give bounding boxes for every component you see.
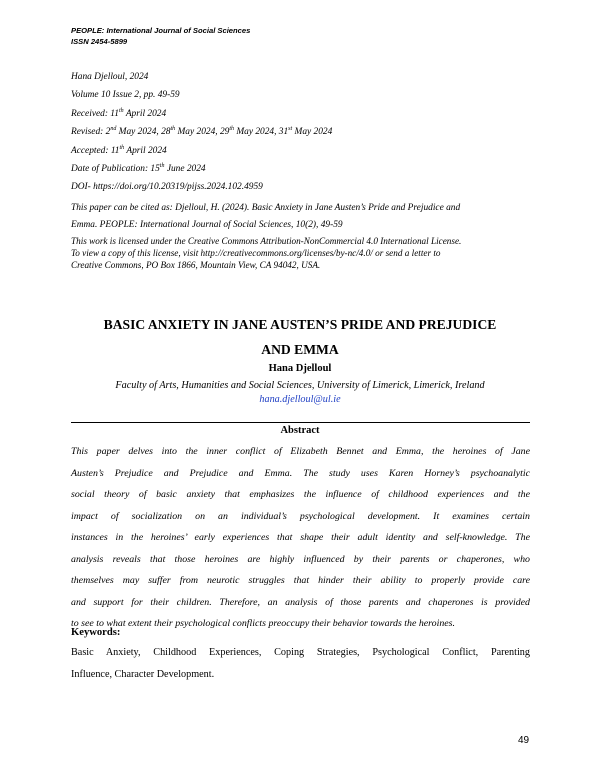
journal-header [71, 25, 250, 47]
accepted-date: Accepted: 11th April 2024 [71, 144, 167, 156]
publication-date: Date of Publication: 15th June 2024 [71, 162, 206, 174]
keywords-line: Basic Anxiety, Childhood Experiences, Coping Strategies, Psychological Conflict, Parenting [71, 647, 530, 658]
author-email-link[interactable]: hana.djelloul@ul.ie [259, 394, 341, 405]
received-date: Received: 11th April 2024 [71, 107, 167, 119]
volume-issue: Volume 10 Issue 2, pp. 49-59 [71, 90, 180, 101]
paper-title [60, 312, 540, 362]
keywords-line: Influence, Character Development. [71, 669, 215, 680]
journal-name: PEOPLE: International Journal of Social Sciences [71, 26, 251, 35]
abstract-line: instances in the heroines’ early experiences that shape their adult identity and self-knowledge. The [71, 532, 530, 543]
abstract-heading: Abstract [280, 425, 320, 436]
journal-issn: ISSN 2454-5899 [71, 37, 128, 46]
author-name: Hana Djelloul [268, 363, 332, 374]
title-line: BASIC ANXIETY IN JANE AUSTEN’S PRIDE AND PREJUDICE [103, 317, 497, 332]
revised-dates: Revised: 2nd May 2024, 28th May 2024, 29th May 2024, 31st May 2024 [71, 126, 333, 138]
abstract-line: to see to what extent their psychological conflicts preoccupy their behavior towards the heroines. [71, 618, 455, 629]
abstract-divider [71, 422, 530, 423]
abstract-line: and support for their children. Therefore, an analysis of those parents and chaperones is provided [71, 596, 530, 608]
citation-line: Emma. PEOPLE: International Journal of Social Sciences, 10(2), 49-59 [71, 219, 343, 230]
license-line: This work is licensed under the Creative Commons Attribution-NonCommercial 4.0 International License. [71, 235, 462, 246]
citation [71, 200, 533, 234]
abstract-line: themselves may suffer from neurotic struggles that hinder their ability to properly provide care [71, 575, 530, 586]
article-metadata [71, 71, 533, 271]
citation-line: This paper can be cited as: Djelloul, H. (2024). Basic Anxiety in Jane Austen’s Pride and Prejudice and [71, 202, 461, 213]
abstract-line: analysis reveals that those heroines are highly influenced by their parents or chaperones, who [71, 553, 530, 565]
author-affiliation: Faculty of Arts, Humanities and Social Sciences, University of Limerick, Limerick, Ireland [115, 380, 485, 391]
license-notice [71, 235, 533, 271]
license-line: To view a copy of this license, visit http://creativecommons.org/licenses/by-nc/4.0/ or send a letter to [71, 247, 441, 258]
abstract-line: impact of socialization on an individual’s psychological development. It examines certain [71, 510, 530, 522]
page-number: 49 [518, 735, 530, 746]
doi-link[interactable]: DOI- https://doi.org/10.20319/pijss.2024.102.4959 [71, 182, 263, 193]
keywords-heading: Keywords: [71, 627, 121, 638]
license-line: Creative Commons, PO Box 1866, Mountain View, CA 94042, USA. [71, 259, 321, 270]
keywords-list [71, 642, 530, 686]
abstract-line: social theory of basic anxiety that emphasizes the influence of childhood experiences and the [71, 489, 530, 500]
abstract-line: Austen’s Prejudice and Prejudice and Emma. The study uses Karen Horney’s psychoanalytic [71, 467, 530, 479]
title-line: AND EMMA [261, 342, 339, 357]
abstract-body [71, 441, 530, 635]
abstract-line: This paper delves into the inner conflict of Elizabeth Bennet and Emma, the heroines of Jane [71, 446, 530, 457]
author-year: Hana Djelloul, 2024 [71, 72, 149, 82]
